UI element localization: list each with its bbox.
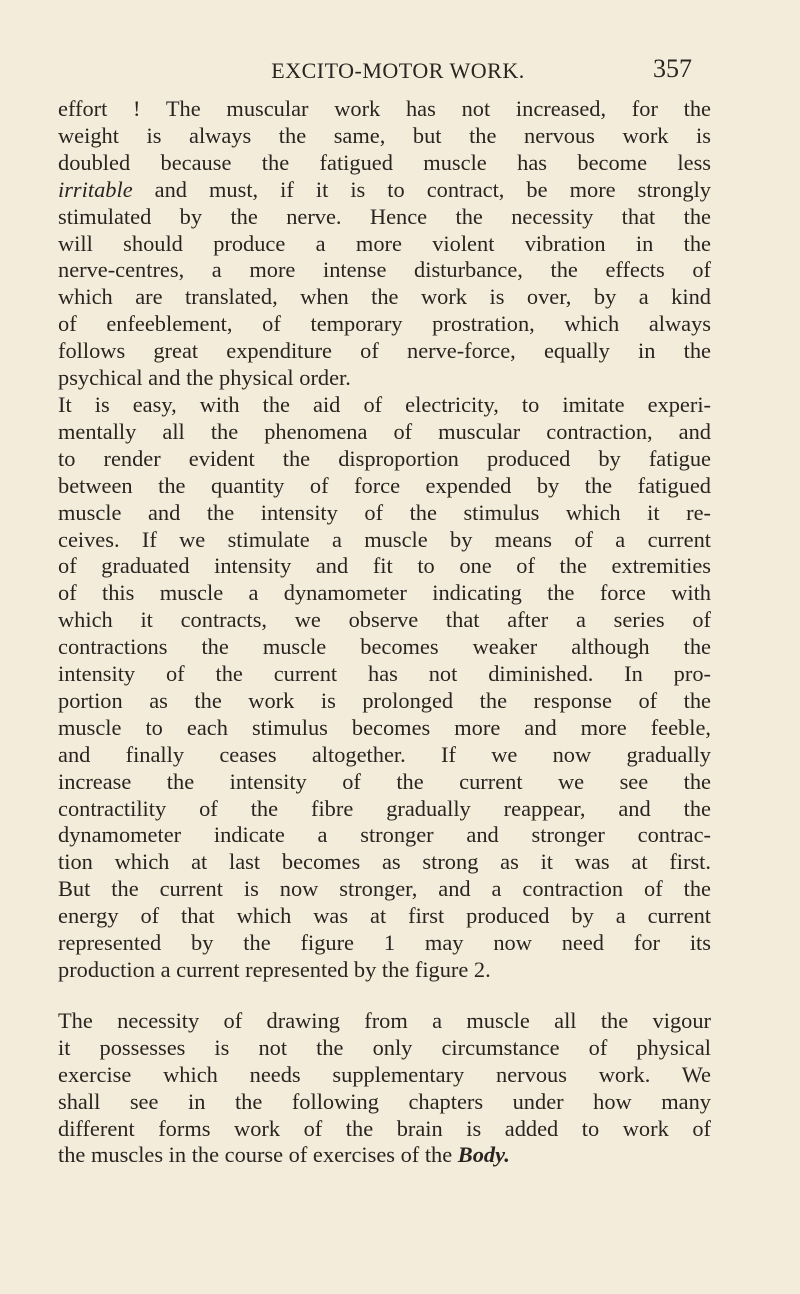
text-line: portion as the work is prolonged the response of the xyxy=(58,687,711,713)
text-line: The necessity of drawing from a muscle all the vigour xyxy=(58,1007,711,1033)
text-line: of enfeeblement, of temporary prostration, which always xyxy=(58,311,711,337)
body-text xyxy=(58,96,711,1169)
text-line: muscle to each stimulus becomes more and more feeble, xyxy=(58,714,711,740)
text-line: different forms work of the brain is added to work of xyxy=(58,1115,711,1141)
text-line: effort ! The muscular work has not increased, for the xyxy=(58,96,711,121)
text-line: dynamometer indicate a stronger and stronger contrac- xyxy=(58,822,711,848)
text-line: production a current represented by the figure 2. xyxy=(58,957,491,982)
text-line: weight is always the same, but the nervous work is xyxy=(58,122,711,148)
paragraph-1 xyxy=(58,96,711,392)
text-line: increase the intensity of the current we see the xyxy=(58,768,711,794)
text-line: tion which at last becomes as strong as it was at first. xyxy=(58,849,711,875)
paragraph-2 xyxy=(58,392,711,984)
text-line: which are translated, when the work is over, by a kind xyxy=(58,284,711,310)
text-line: energy of that which was at first produced by a current xyxy=(58,903,711,929)
text-line xyxy=(58,177,711,204)
text-line: exercise which needs supplementary nervous work. We xyxy=(58,1061,711,1087)
text-line: muscle and the intensity of the stimulus which it re- xyxy=(58,499,711,525)
page-number: 357 xyxy=(653,54,692,83)
text-line: follows great expenditure of nerve-force, equally in the xyxy=(58,338,711,364)
text-line: psychical and the physical order. xyxy=(58,365,351,391)
text-line: It is easy, with the aid of electricity, to imitate experi- xyxy=(58,391,711,417)
italic-word: irritable xyxy=(58,176,133,202)
text-line: between the quantity of force expended by the fatigued xyxy=(58,472,711,498)
text-line: contractility of the fibre gradually reappear, and the xyxy=(58,795,711,821)
text-line: of this muscle a dynamometer indicating the force with xyxy=(58,580,711,606)
text-line: nerve-centres, a more intense disturbance, the effects of xyxy=(58,257,711,283)
text-line: But the current is now stronger, and a contraction of the xyxy=(58,876,711,902)
text-run: and must, if it is to contract, be more strongly xyxy=(132,176,711,202)
italic-word: Body. xyxy=(457,1142,510,1168)
text-line: to render evident the disproportion produced by fatigue xyxy=(58,445,711,471)
text-line xyxy=(58,1142,711,1169)
text-line: mentally all the phenomena of muscular contraction, and xyxy=(58,418,711,444)
running-head: EXCITO-MOTOR WORK. xyxy=(271,58,525,83)
text-line: shall see in the following chapters under how many xyxy=(58,1088,711,1114)
text-line: intensity of the current has not diminished. In pro- xyxy=(58,661,711,687)
text-line: contractions the muscle becomes weaker although the xyxy=(58,634,711,660)
text-line: will should produce a more violent vibration in the xyxy=(58,230,711,256)
text-line: represented by the figure 1 may now need for its xyxy=(58,930,711,956)
text-line: of graduated intensity and fit to one of the extremities xyxy=(58,553,711,579)
text-line: which it contracts, we observe that after a series of xyxy=(58,607,711,633)
text-line: stimulated by the nerve. Hence the necessity that the xyxy=(58,203,711,229)
text-line: it possesses is not the only circumstance of physical xyxy=(58,1034,711,1060)
text-run: the muscles in the course of exercises of the xyxy=(58,1142,458,1168)
text-line: doubled because the fatigued muscle has become less xyxy=(58,149,711,175)
paragraph-3 xyxy=(58,1008,711,1169)
text-line: and finally ceases altogether. If we now gradually xyxy=(58,741,711,767)
text-line: ceives. If we stimulate a muscle by means of a current xyxy=(58,526,711,552)
